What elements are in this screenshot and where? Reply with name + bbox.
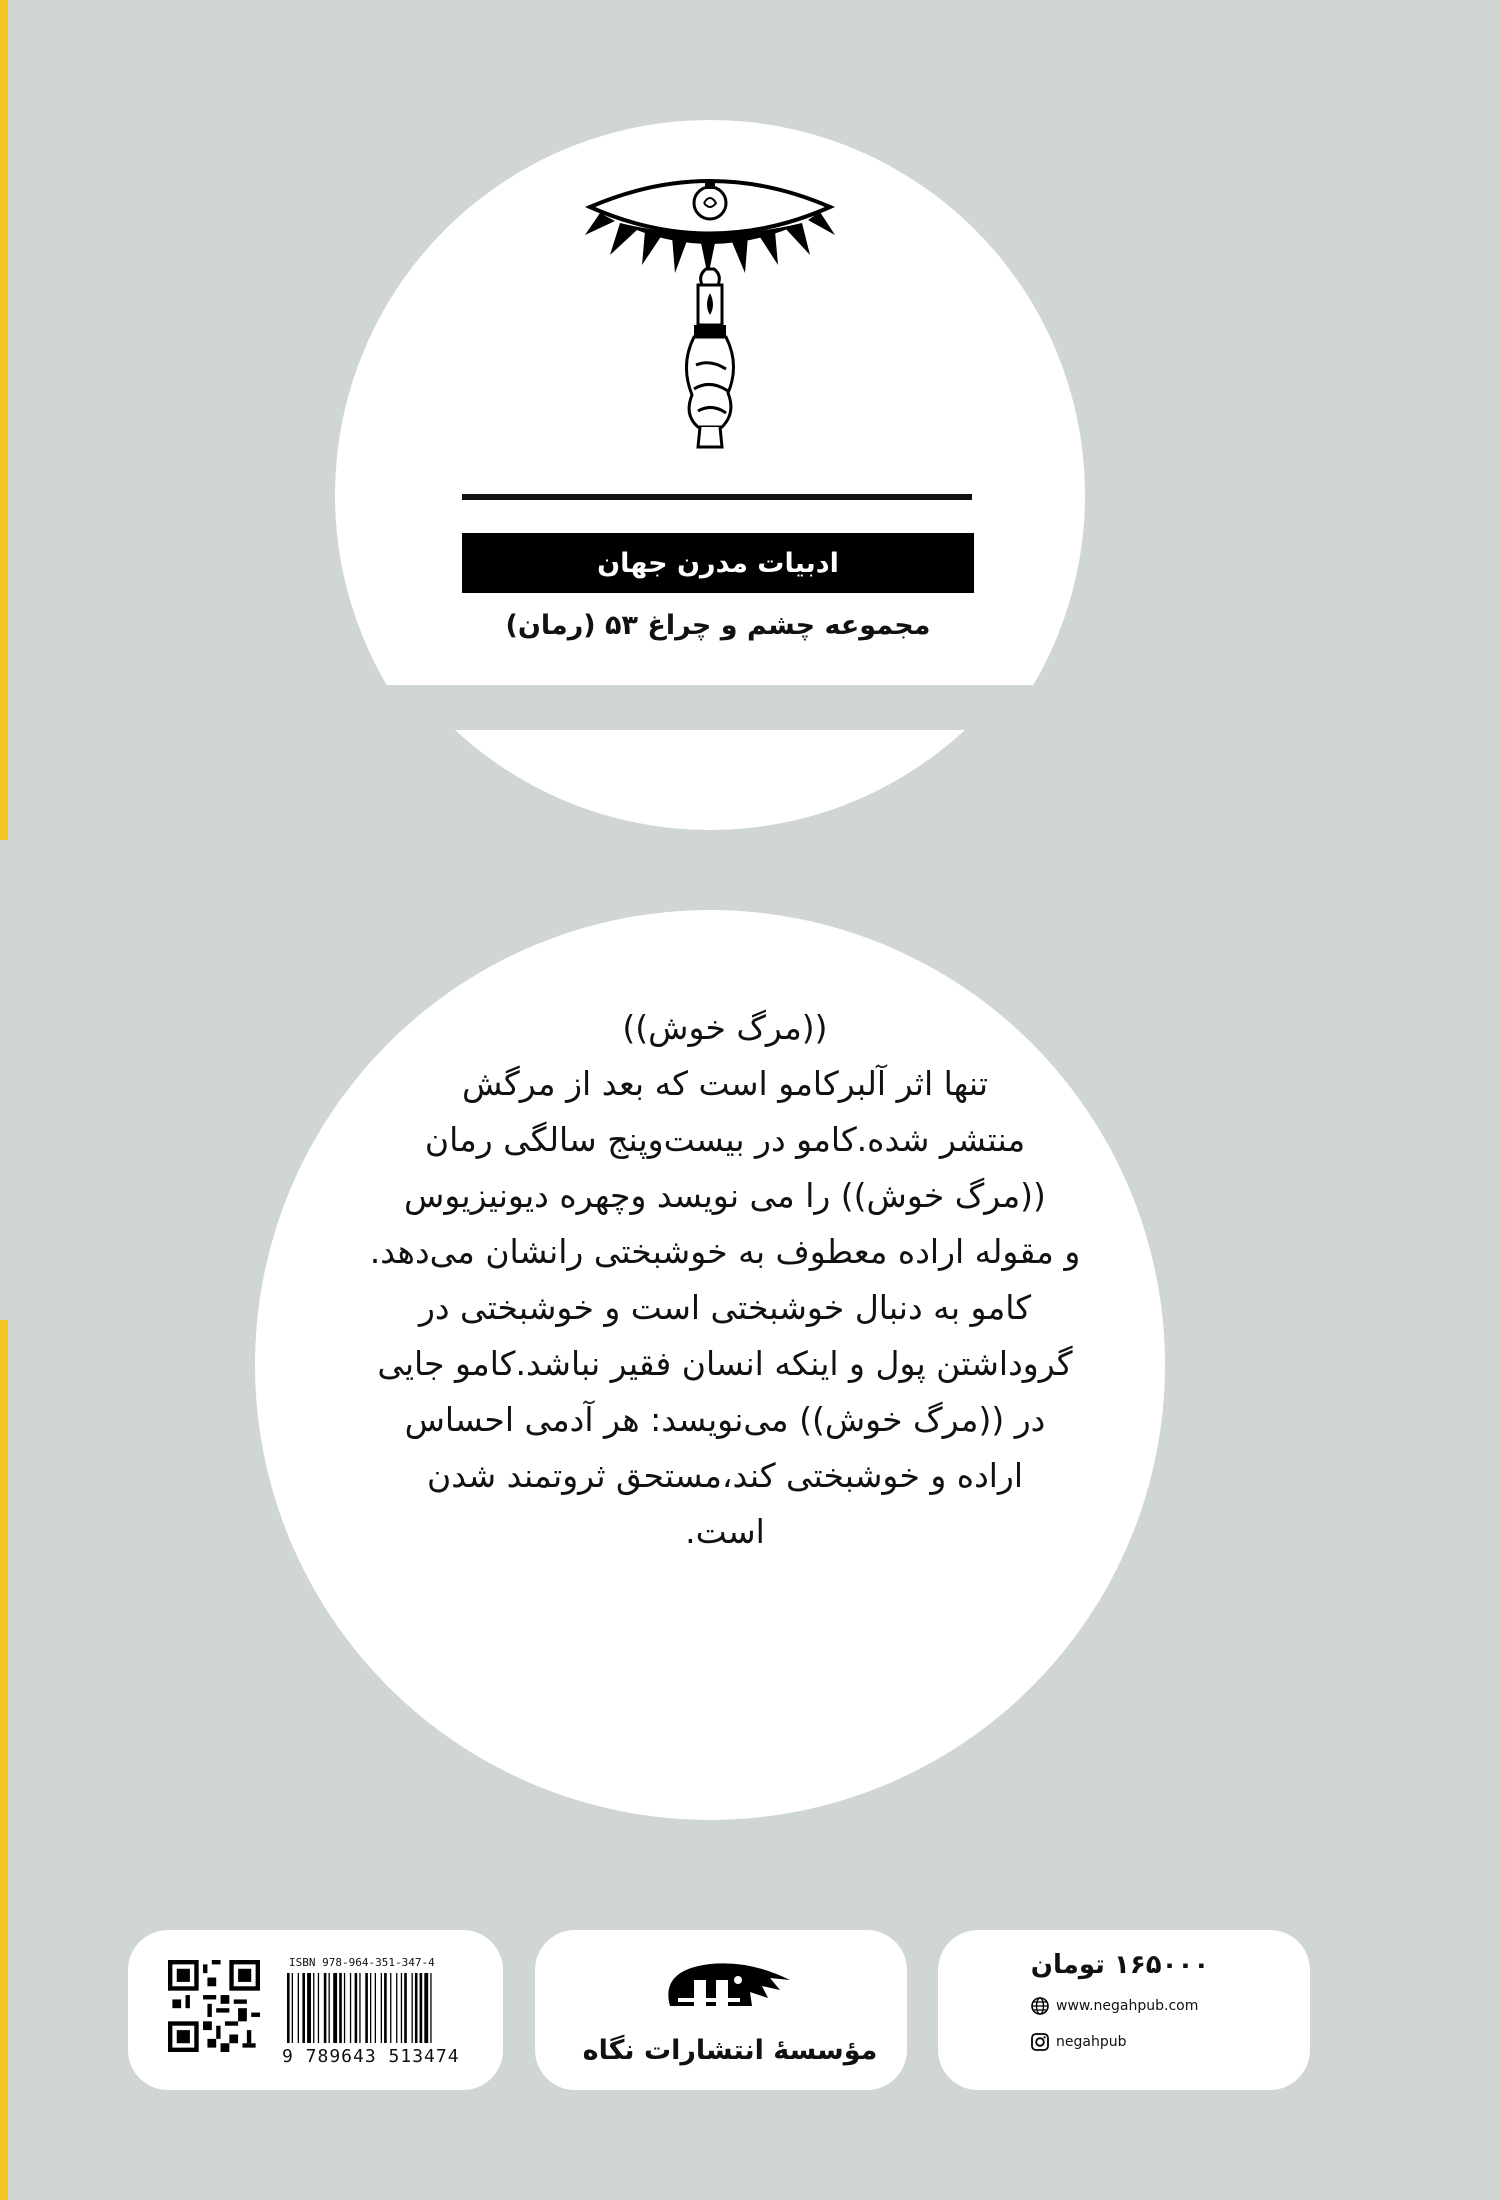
- series-title: ادبیات مدرن جهان: [462, 533, 974, 593]
- blurb-line: گروداشتن پول و اینکه انسان فقیر نباشد.کامو جایی: [377, 1344, 1073, 1383]
- spine-strip: [0, 0, 8, 840]
- negah-logo-icon: [650, 1950, 810, 2020]
- divider-rule: [462, 494, 972, 500]
- eye-and-candle-icon: [580, 165, 840, 455]
- blurb-line: منتشر شده.کامو در بیست‌وپنج سالگی رمان: [424, 1120, 1026, 1159]
- instagram-icon: [1030, 2032, 1050, 2052]
- qr-code-icon: [168, 1960, 260, 2052]
- instagram-row: [1030, 2032, 1126, 2052]
- blurb-line: است.: [685, 1512, 765, 1551]
- spine-strip: [0, 1320, 8, 2200]
- blurb-line: و مقوله اراده معطوف به خوشبختی رانشان می‌دهد.: [369, 1232, 1081, 1271]
- blurb-text: [300, 1000, 1150, 1560]
- publisher-name: مؤسسهٔ انتشارات نگاه: [582, 2035, 878, 2066]
- website-row: [1030, 1996, 1198, 2016]
- isbn-label: ISBN 978-964-351-347-4: [289, 1956, 435, 1969]
- blurb-line: تنها اثر آلبرکامو است که بعد از مرگش: [461, 1064, 989, 1103]
- instagram-handle[interactable]: negahpub: [1056, 2034, 1127, 2050]
- globe-icon: [1030, 1996, 1050, 2016]
- blurb-line: کامو به دنبال خوشبختی است و خوشبختی در: [418, 1288, 1032, 1327]
- blurb-line: ((مرگ خوش)) را می نویسد وچهره دیونیزیوس: [404, 1176, 1046, 1215]
- price-label: ۱۶۵۰۰۰ تومان: [1030, 1950, 1210, 1980]
- barcode-digits: 9 789643 513474: [282, 2046, 460, 2067]
- blurb-line: ((مرگ خوش)): [622, 1008, 828, 1047]
- barcode-icon: [285, 1973, 475, 2043]
- website-link[interactable]: www.negahpub.com: [1056, 1998, 1199, 2014]
- series-subtitle: مجموعه چشم و چراغ ۵۳ (رمان): [505, 610, 931, 641]
- blurb-line: در ((مرگ خوش)) می‌نویسد: هر آدمی احساس: [404, 1400, 1046, 1439]
- top-panel-lower-segment: [455, 730, 965, 830]
- blurb-line: اراده و خوشبختی کند،مستحق ثروتمند شدن: [426, 1456, 1024, 1495]
